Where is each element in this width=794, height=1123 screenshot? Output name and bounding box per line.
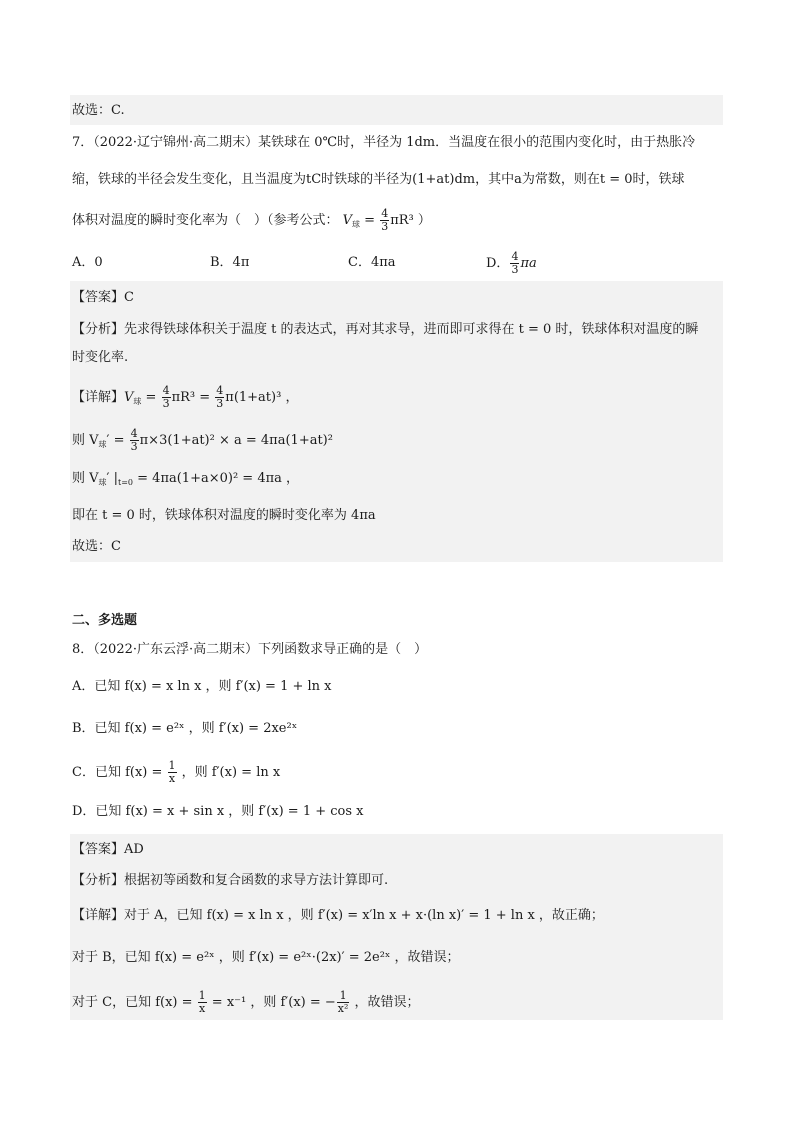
- q7-formula-frac-num: 4: [381, 207, 389, 220]
- q7-detail2-end: π×3(1+at)² × a = 4πa(1+at)²: [139, 433, 333, 448]
- q7-analysis-line2: 时变化率.: [72, 350, 129, 365]
- q8-analysis: 【分析】根据初等函数和复合函数的求导方法计算即可.: [72, 873, 389, 888]
- q7-formula-sub: 球: [352, 220, 361, 229]
- q8-stem: 8．（2022·广东云浮·高二期末）下列函数求导正确的是（ ）: [72, 642, 428, 657]
- section-title: 二、多选题: [72, 613, 138, 628]
- q8-detail-c-a: 对于 C，已知 f(x) =: [72, 995, 197, 1010]
- q8-detail-a: 【详解】对于 A，已知 f(x) = x ln x ，则 f′(x) = x′ln x + x·(ln x)′ = 1 + ln x ，故正确；: [72, 908, 604, 923]
- q7-stem-line1: 7．（2022·辽宁锦州·高二期末）某铁球在 0℃时，半径为 1dm．当温度在很小的范围内变化时，由于热胀冷: [72, 135, 696, 150]
- q7-formula-frac: [380, 208, 389, 233]
- q7-option-d-frac-num: 4: [511, 250, 519, 263]
- q7-detail3-end: = 4πa(1+a×0)² = 4πa ，: [133, 471, 300, 486]
- q8-option-c-frac-num: 1: [168, 759, 176, 772]
- q7-detail1-frac-den: 3: [162, 397, 170, 410]
- q8-detail-b: 对于 B，已知 f(x) = e²ˣ ，则 f′(x) = e²ˣ·(2x)′ = 2e²ˣ ，故错误；: [72, 950, 460, 965]
- q7-detail-label: 【详解】: [72, 390, 125, 405]
- q8-detail-c-frac2-num: 1: [337, 990, 350, 1003]
- q7-formula-frac-den: 3: [381, 220, 389, 233]
- q7-detail2-frac-den: 3: [130, 440, 138, 453]
- q7-formula-post: πR³ ）: [390, 213, 431, 228]
- q7-detail1-frac2-num: 4: [216, 384, 224, 397]
- q7-detail2-sub: 球: [98, 440, 107, 449]
- q7-detail1-mid: πR³ =: [171, 390, 215, 405]
- q7-detail-line1: [72, 385, 298, 412]
- q8-detail-c-frac2-den: x²: [337, 1002, 349, 1015]
- q7-detail-line3: [72, 469, 299, 493]
- q7-option-d-frac-den: 3: [511, 263, 519, 276]
- q7-detail3-sub2: t=0: [118, 478, 134, 487]
- q7-detail1-sub: 球: [133, 397, 142, 406]
- q7-detail1-frac2: [215, 385, 224, 410]
- q7-option-d-suffix: πa: [520, 256, 537, 271]
- q8-option-c-frac-den: x: [168, 772, 176, 785]
- q7-formula-v: V: [342, 213, 353, 228]
- q8-option-b: B．已知 f(x) = e²ˣ ，则 f′(x) = 2xe²ˣ: [72, 721, 298, 736]
- q8-detail-c: [72, 990, 420, 1015]
- q7-detail1-eq: =: [141, 390, 161, 405]
- q7-option-d-frac: [510, 251, 519, 276]
- q7-detail3-sub: 球: [98, 478, 107, 487]
- q8-answer: 【答案】AD: [72, 842, 144, 857]
- q7-detail3-v: 则 V: [72, 471, 99, 486]
- q7-option-d: [486, 251, 537, 276]
- q7-stem-line2: 缩，铁球的半径会发生变化，且当温度为tC时铁球的半径为(1+at)dm，其中a为常数，则在t = 0时，铁球: [72, 172, 685, 187]
- q8-option-c-frac: [168, 760, 177, 785]
- q7-detail-line2: [72, 428, 333, 455]
- q8-detail-c-b: = x⁻¹ ，则 f′(x) = −: [207, 995, 336, 1010]
- q7-detail-line4: 即在 t = 0 时，铁球体积对温度的瞬时变化率为 4πa: [72, 508, 376, 523]
- q7-detail1-frac2-den: 3: [216, 397, 224, 410]
- q7-detail1-frac: [162, 385, 171, 410]
- q8-option-c: [72, 760, 280, 785]
- q7-option-d-prefix: D．: [486, 256, 510, 271]
- q7-detail3-bar: ′ |: [106, 471, 118, 486]
- q7-detail1-v: V: [124, 390, 134, 405]
- q8-option-a: A．已知 f(x) = x ln x ，则 f′(x) = 1 + ln x: [72, 679, 332, 694]
- q8-detail-c-c: ，故错误；: [350, 995, 420, 1010]
- q7-detail2-frac-num: 4: [130, 427, 138, 440]
- q7-formula-eq: =: [360, 213, 380, 228]
- q7-analysis-line1: 【分析】先求得铁球体积关于温度 t 的表达式，再对其求导，进而即可求得在 t = 0 时，铁球体积对温度的瞬: [72, 322, 699, 337]
- q7-option-a: A．0: [72, 255, 103, 270]
- q7-detail2-eq: ′ =: [106, 433, 129, 448]
- q8-detail-c-frac2: [337, 990, 350, 1015]
- q8-option-d: D．已知 f(x) = x + sin x ，则 f′(x) = 1 + cos x: [72, 804, 364, 819]
- q7-detail1-frac-num: 4: [162, 384, 170, 397]
- q7-final-answer: 故选：C: [72, 539, 121, 554]
- q8-detail-c-frac-num: 1: [198, 989, 206, 1002]
- q7-option-c: C．4πa: [348, 255, 396, 270]
- q7-stem-line3: [72, 208, 431, 235]
- q7-detail1-end: π(1+at)³ ，: [225, 390, 299, 405]
- prev-answer: 故选：C.: [72, 103, 125, 118]
- q7-option-b: B．4π: [210, 255, 250, 270]
- q8-detail-c-frac: [198, 990, 207, 1015]
- q7-detail2-frac: [130, 428, 139, 453]
- q7-stem-line3-text: 体积对温度的瞬时变化率为（ ）（参考公式：: [72, 213, 339, 228]
- prev-answer-shade: [70, 95, 723, 125]
- q7-answer: 【答案】C: [72, 290, 134, 305]
- q8-option-c-b: ，则 f′(x) = ln x: [177, 765, 281, 780]
- q8-detail-c-frac-den: x: [199, 1002, 206, 1015]
- q7-detail2-v: 则 V: [72, 433, 99, 448]
- q8-option-c-a: C．已知 f(x) =: [72, 765, 167, 780]
